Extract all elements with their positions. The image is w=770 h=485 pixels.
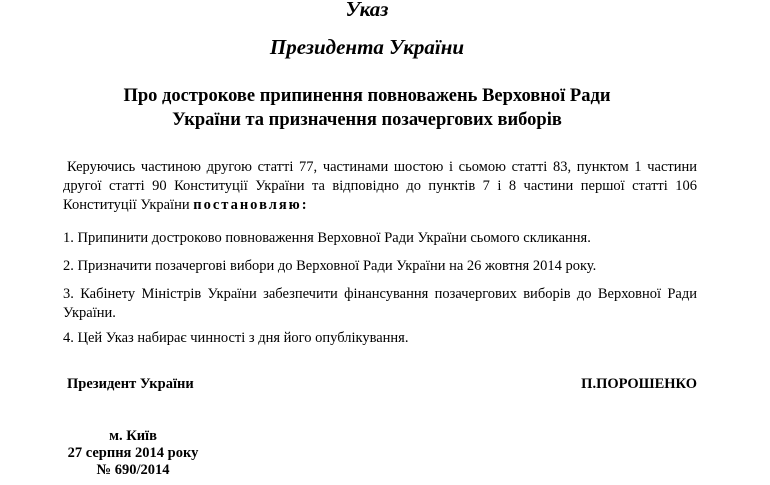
heading-line-2: України та призначення позачергових виборів bbox=[172, 110, 562, 130]
document-type-title: Указ bbox=[345, 0, 389, 21]
decree-footer bbox=[43, 428, 223, 479]
signatory-name: П.ПОРОШЕНКО bbox=[581, 376, 697, 392]
signatory-position: Президент України bbox=[67, 376, 194, 392]
item-3: 3. Кабінету Міністрів України забезпечити фінансування позачергових виборів до Верховної Ради України. bbox=[63, 286, 697, 321]
decree-number: № 690/2014 bbox=[96, 462, 170, 478]
decree-word: постановляю: bbox=[193, 197, 309, 213]
item-1: 1. Припинити достроково повноваження Верховної Ради України сьомого скликання. bbox=[63, 230, 591, 246]
item-2: 2. Призначити позачергові вибори до Верховної Ради України на 26 жовтня 2014 року. bbox=[63, 258, 597, 274]
issue-date: 27 серпня 2014 року bbox=[67, 445, 199, 461]
issuer-title: Президента України bbox=[269, 35, 465, 59]
intro-paragraph bbox=[63, 158, 697, 215]
intro-text: Керуючись частиною другою статті 77, частинами шостою і сьомою статті 83, пунктом 1 частини другої статті 90 Конституції України та відповідно до пунктів 7 і 8 частини першої статті 106 Конституції України bbox=[63, 159, 697, 213]
heading-line-1: Про дострокове припинення повноважень Верховної Ради bbox=[123, 86, 611, 106]
decree-heading bbox=[60, 84, 674, 132]
item-4: 4. Цей Указ набирає чинності з дня його опублікування. bbox=[63, 330, 409, 346]
issue-place: м. Київ bbox=[109, 428, 157, 444]
